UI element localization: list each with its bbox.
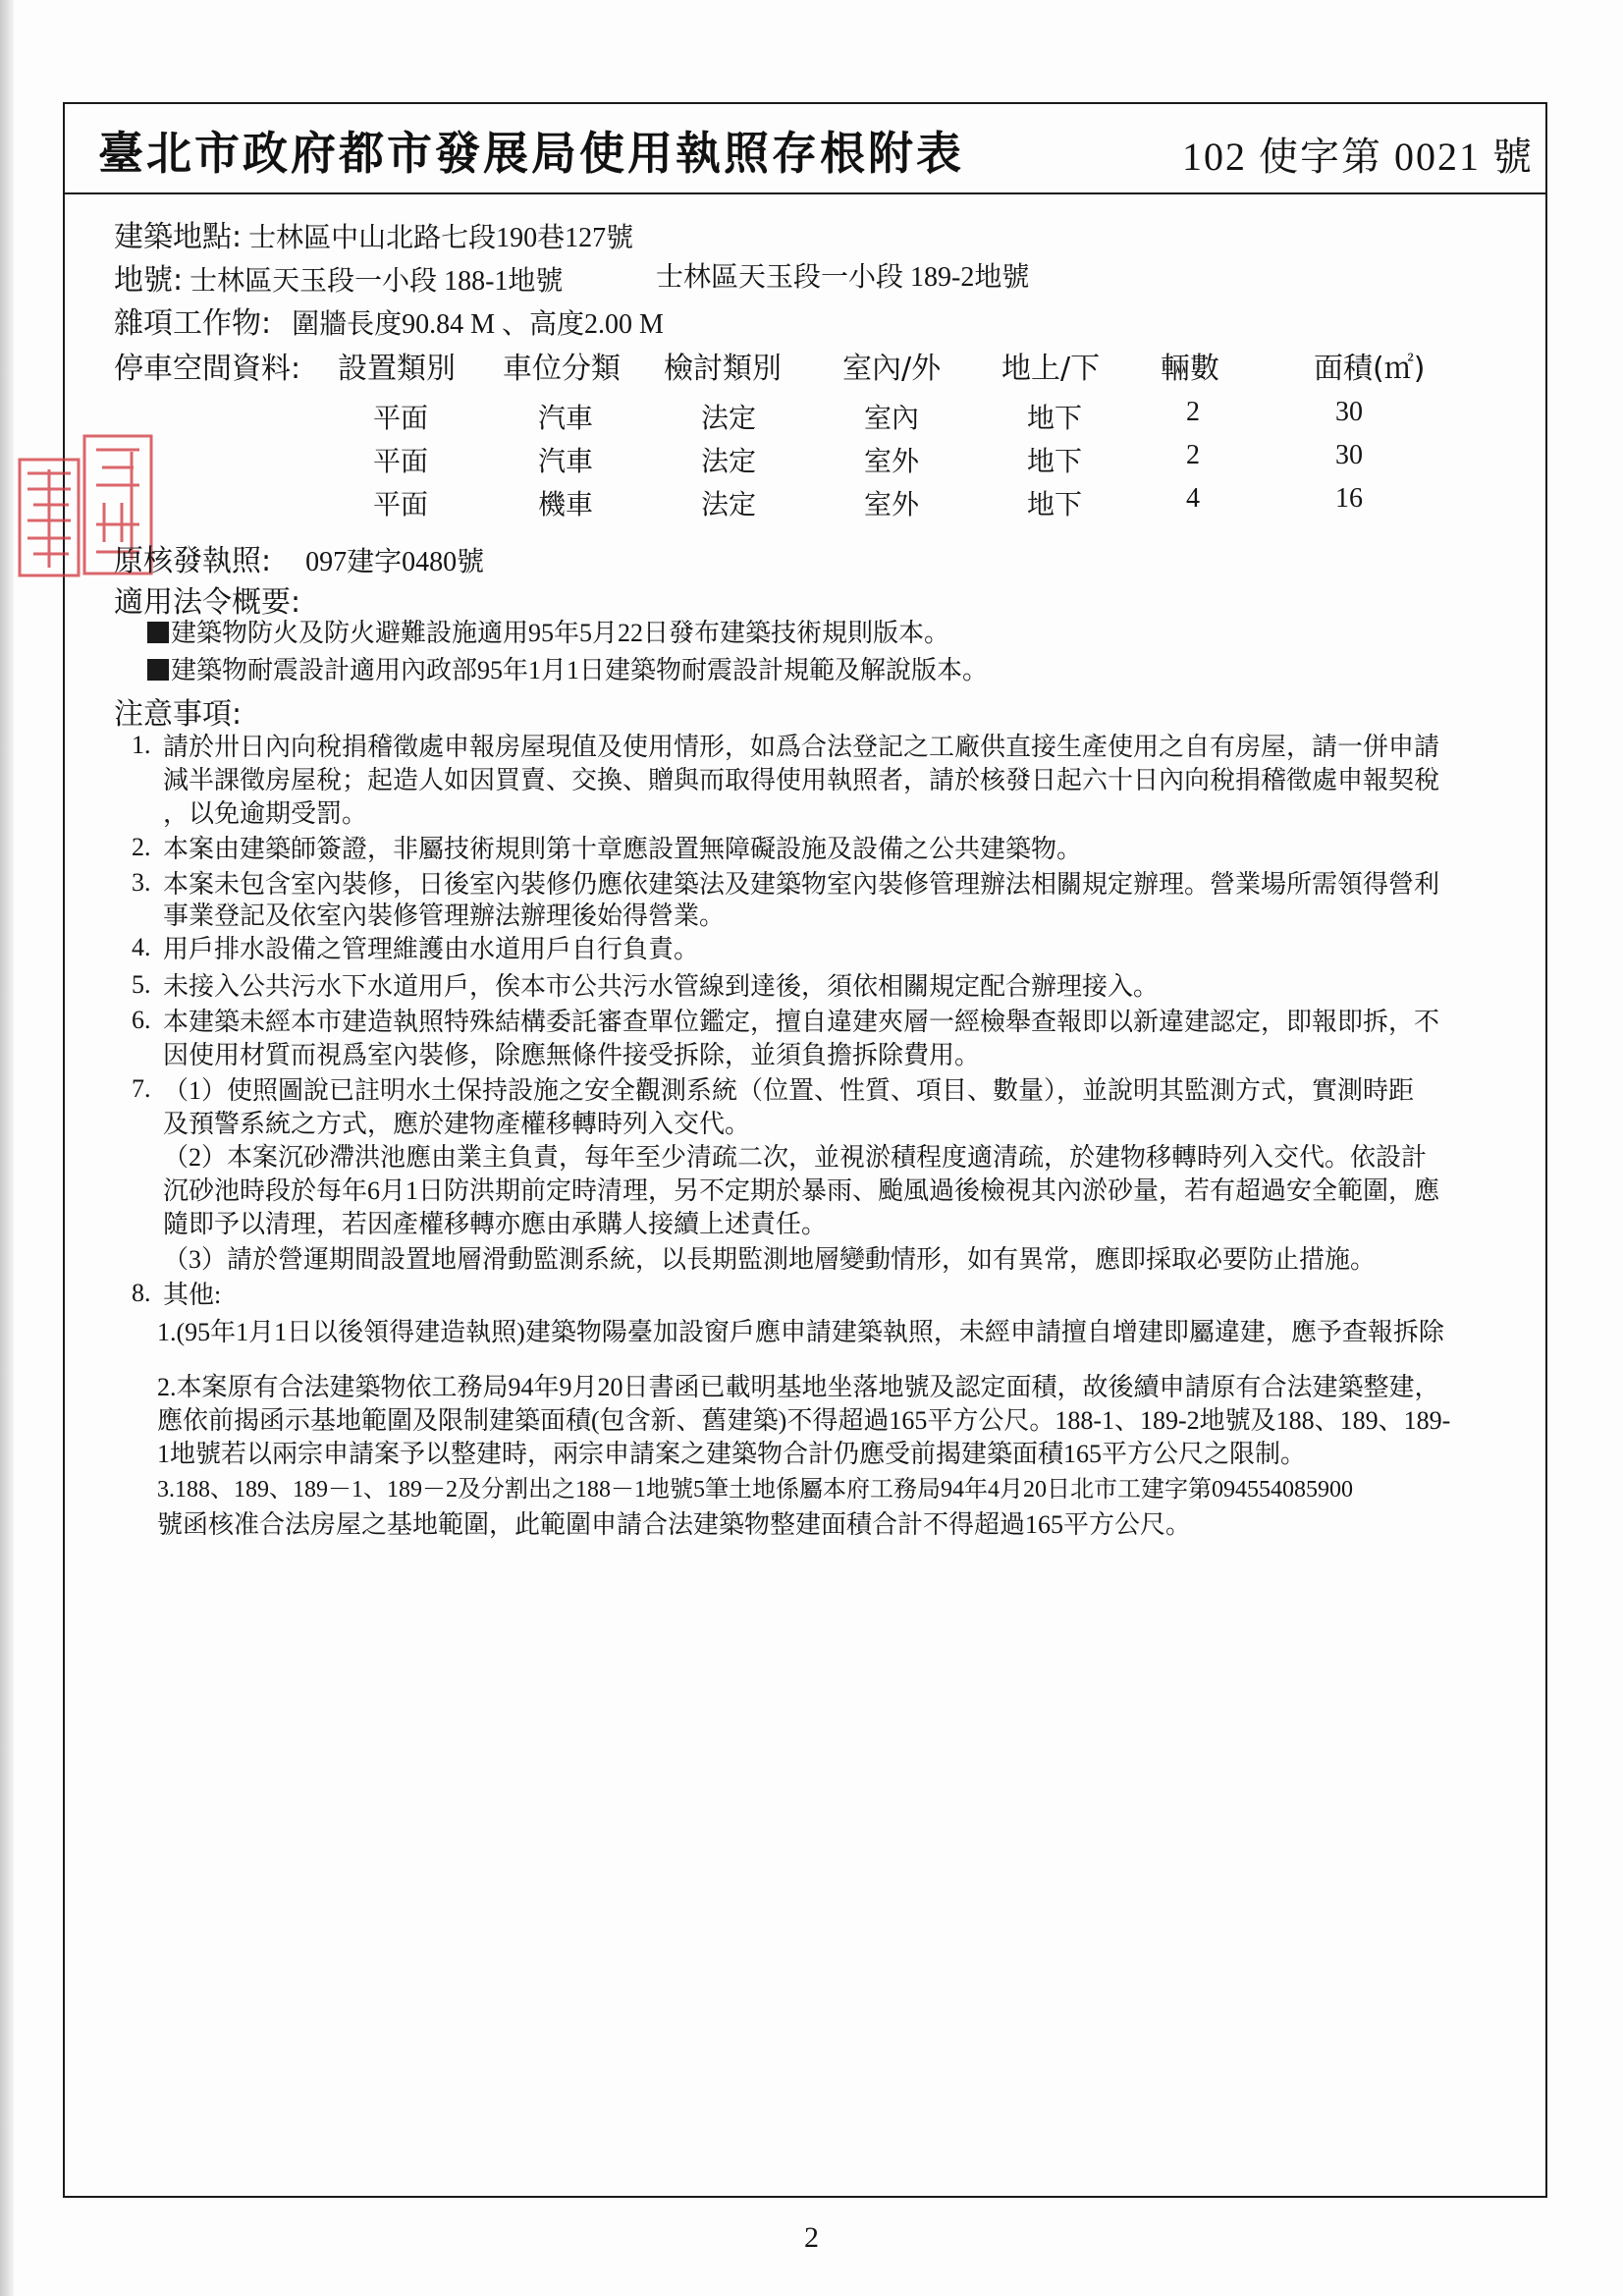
note-number: 4.: [132, 933, 151, 961]
note-line: 本建築未經本市建造執照特殊結構委託審查單位鑑定，擅自違建夾層一經檢舉查報即以新違建認定，即報即拆，不: [163, 1008, 1440, 1036]
lot-label: 地號:: [114, 263, 184, 298]
page-number: 2: [804, 2221, 819, 2254]
note-line: 隨即予以清理，若因產權移轉亦應由承購人接續上述責任。: [163, 1210, 828, 1238]
bullet-square-icon: [147, 659, 169, 681]
note-line: （2）本案沉砂滯洪池應由業主負責，每年至少清疏二次，並視淤積程度適清疏，於建物移轉時列入交代。依設計: [163, 1143, 1428, 1172]
parking-cell: 法定: [701, 490, 757, 520]
other-line: 3.188、189、189－1、189－2及分割出之188－1地號5筆土地係屬本府工務局94年4月20日北市工建字第094554085900: [157, 1477, 1353, 1503]
note-line: 未接入公共污水下水道用戶，俟本市公共污水管線到達後，須依相關規定配合辦理接入。: [163, 972, 1160, 1001]
misc-line: [114, 299, 664, 342]
parking-cell: 平面: [373, 404, 429, 434]
note-number: 6.: [132, 1006, 151, 1034]
parking-cell: 30: [1335, 397, 1363, 427]
parking-cell: 室外: [864, 447, 920, 477]
parking-cell: 法定: [701, 404, 757, 434]
note-line: 其他:: [163, 1281, 222, 1309]
note-number: 7.: [132, 1074, 151, 1103]
lot-value-1: 士林區天玉段一小段 188-1地號: [189, 266, 564, 297]
note-number: 3.: [132, 868, 151, 897]
note-number: 8.: [132, 1279, 151, 1307]
parking-header-review: 檢討類別: [664, 352, 782, 386]
law-item-text: 建築物耐震設計適用內政部95年1月1日建築物耐震設計規範及解說版本。: [171, 656, 989, 684]
parking-header-vehicle: 車位分類: [503, 352, 621, 386]
notes-label-line: [114, 689, 242, 733]
original-permit-label: 原核發執照:: [114, 544, 272, 578]
parking-header-area: 面積(㎡): [1314, 352, 1426, 386]
other-line: 1.(95年1月1日以後領得建造執照)建築物陽臺加設窗戶應申請建築執照，未經申請擅自增建即屬違建，應予查報拆除: [157, 1318, 1444, 1346]
note-line: （1）使照圖說已註明水土保持設施之安全觀測系統（位置、性質、項目、數量），並說明其監測方式，實測時距: [163, 1076, 1415, 1105]
lot-line: [114, 255, 563, 299]
parking-cell: 地下: [1027, 404, 1083, 434]
parking-header-count: 輛數: [1161, 352, 1219, 386]
parking-cell: 汽車: [538, 404, 594, 434]
lot-value-2: 士林區天玉段一小段 189-2地號: [656, 262, 1030, 293]
parking-cell: 地下: [1027, 447, 1083, 477]
address-label: 建築地點:: [114, 220, 243, 254]
scan-edge: [0, 0, 14, 2296]
parking-label-text: 停車空間資料:: [114, 352, 301, 386]
note-number: 1.: [132, 731, 151, 759]
note-line: 請於卅日內向稅捐稽徵處申報房屋現值及使用情形，如爲合法登記之工廠供直接生產使用之自有房屋，請一併申請: [163, 733, 1440, 761]
law-item: [147, 613, 949, 649]
parking-cell: 16: [1335, 483, 1363, 514]
note-line: 本案由建築師簽證，非屬技術規則第十章應設置無障礙設施及設備之公共建築物。: [163, 835, 1083, 863]
parking-cell: 30: [1335, 440, 1363, 470]
note-line: 因使用材質而視爲室內裝修，除應無條件接受拆除，並須負擔拆除費用。: [163, 1041, 981, 1069]
parking-header-level: 地上/下: [1001, 352, 1101, 386]
law-item-text: 建築物防火及防火避難設施適用95年5月22日發布建築技術規則版本。: [171, 619, 950, 647]
other-line: 1地號若以兩宗申請案予以整建時，兩宗申請案之建築物合計仍應受前揭建築面積165平方公尺之限制。: [157, 1440, 1307, 1468]
note-line: （3）請於營運期間設置地層滑動監測系統，以長期監測地層變動情形，如有異常，應即採取必要防止措施。: [163, 1245, 1377, 1274]
parking-cell: 2: [1186, 440, 1200, 470]
other-line: 號函核准合法房屋之基地範圍，此範圍申請合法建築物整建面積合計不得超過165平方公尺。: [157, 1510, 1192, 1539]
header: [65, 104, 1545, 194]
address-value: 士林區中山北路七段190巷127號: [248, 223, 634, 253]
note-line: 用戶排水設備之管理維護由水道用戶自行負責。: [163, 935, 700, 963]
laws-label: 適用法令概要:: [114, 585, 301, 620]
address-line: [114, 212, 633, 255]
notes-label: 注意事項:: [114, 697, 243, 732]
parking-cell: 法定: [701, 447, 757, 477]
note-line: 減半課徵房屋稅；起造人如因買賣、交換、贈與而取得使用執照者，請於核發日起六十日內向稅捐稽徵處申報契稅: [163, 766, 1440, 794]
misc-label: 雜項工作物:: [114, 306, 272, 341]
note-line: 本案未包含室內裝修，日後室內裝修仍應依建築法及建築物室內裝修管理辦法相關規定辦理。營業場所需領得營利: [163, 870, 1440, 899]
other-line: 應依前揭函示基地範圍及限制建築面積(包含新、舊建築)不得超過165平方公尺。188-1、189-2地號及188、189、189-: [157, 1406, 1451, 1435]
original-permit-value: 097建字0480號: [305, 547, 485, 577]
law-item: [147, 650, 988, 686]
parking-cell: 地下: [1027, 490, 1083, 520]
parking-label: [114, 344, 300, 387]
note-number: 2.: [132, 833, 151, 861]
misc-value: 圍牆長度90.84 M 、高度2.00 M: [292, 309, 664, 340]
parking-cell: 汽車: [538, 447, 594, 477]
parking-cell: 4: [1186, 483, 1200, 514]
parking-header-type: 設置類別: [338, 352, 456, 386]
original-permit-line: [114, 536, 484, 579]
note-line: 沉砂池時段於每年6月1日防洪期前定時清理，另不定期於暴雨、颱風過後檢視其內淤砂量，若有超過安全範圍，應: [163, 1176, 1440, 1205]
document-number: 102 使字第 0021 號: [1182, 135, 1534, 179]
document-title: 臺北市政府都市發展局使用執照存根附表: [98, 127, 964, 180]
note-number: 5.: [132, 970, 151, 999]
other-line: 2.本案原有合法建築物依工務局94年9月20日書函已載明基地坐落地號及認定面積，故後續申請原有合法建築整建，: [157, 1373, 1440, 1401]
bullet-square-icon: [147, 622, 169, 643]
parking-cell: 平面: [373, 490, 429, 520]
parking-cell: 2: [1186, 397, 1200, 427]
parking-cell: 平面: [373, 447, 429, 477]
parking-header-indoor: 室內/外: [842, 352, 942, 386]
note-line: 事業登記及依室內裝修管理辦法辦理後始得營業。: [163, 902, 726, 930]
note-line: 及預警系統之方式，應於建物產權移轉時列入交代。: [163, 1110, 751, 1138]
note-line: ，以免逾期受罰。: [163, 799, 368, 828]
parking-cell: 機車: [538, 490, 594, 520]
parking-cell: 室內: [864, 404, 920, 434]
parking-cell: 室外: [864, 490, 920, 520]
